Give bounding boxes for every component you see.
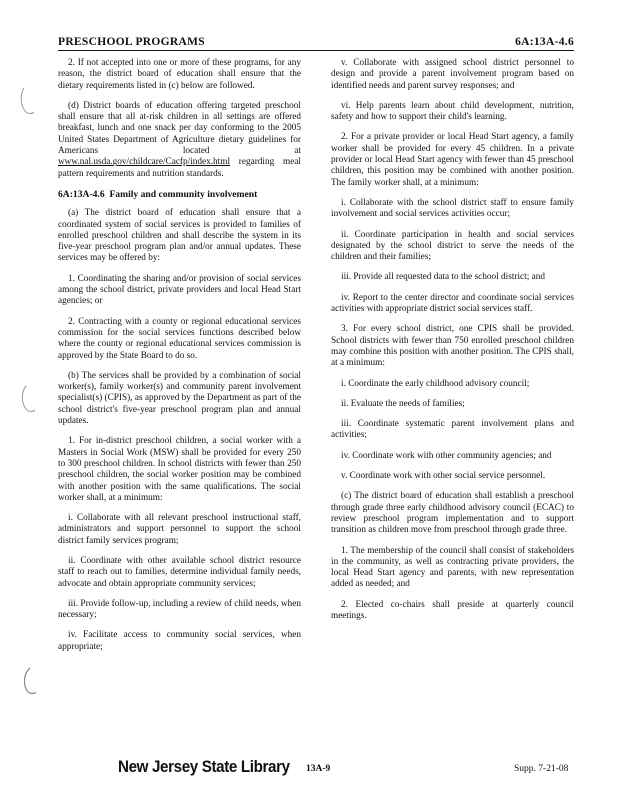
paragraph: ii. Coordinate with other available school district resource staff to reach out to families, determine individual family needs, advocate and obtain appropriate community services;	[58, 555, 301, 589]
section-number: 6A:13A-4.6	[58, 188, 105, 200]
paragraph: i. Collaborate with the school district staff to ensure family involvement and social services activities occur;	[331, 197, 574, 220]
paragraph: 2. Elected co-chairs shall preside at quarterly council meetings.	[331, 599, 574, 621]
paragraph: 1. The membership of the council shall consist of stakeholders in the community, as well as contracting private providers, the local Head Start agency and parents, with new representation added as needed; and	[331, 545, 574, 590]
library-stamp: New Jersey State Library	[118, 758, 290, 776]
header-section-title: PRESCHOOL PROGRAMS	[58, 36, 205, 48]
paragraph: v. Coordinate work with other social service personnel.	[341, 471, 546, 482]
paragraph: 2. If not accepted into one or more of these programs, for any reason, the district board of education shall ensure that the dietary requirements listed in (c) below are followed.	[58, 58, 301, 91]
paragraph: i. Collaborate with all relevant preschool instructional staff, administrators and support personnel to support the school district family services program;	[58, 513, 301, 546]
right-column	[331, 58, 574, 631]
paragraph: iii. Coordinate systematic parent involvement plans and activities;	[331, 419, 574, 441]
text: regarding meal pattern requirements and nutrition standards.	[58, 157, 301, 179]
left-column	[58, 58, 301, 662]
paragraph: (a) The district board of education shall ensure that a coordinated system of social services is provided to families of enrolled preschool children and shall describe the system in its five-year preschool program plan and/or annual updates. These services may be offered by:	[58, 208, 301, 264]
paragraph: (b) The services shall be provided by a combination of social worker(s), family worker(s) and community parent involvement specialist(s) (CPIS), as approved by the Department as part of the school district's five-year preschool program plan and annual updates.	[58, 370, 301, 427]
page-number: 13A-9	[306, 764, 331, 774]
paragraph: iii. Provide follow-up, including a review of child needs, when necessary;	[58, 598, 301, 621]
paragraph: ii. Coordinate participation in health and social services designated by the school district to serve the needs of the children and their families;	[331, 229, 574, 263]
paragraph: 2. For a private provider or local Head Start agency, a family worker shall be provided for every 45 children. In a private provider or local Head Start agency with fewer than 45 preschool children, this position may be combined with another position. The family worker shall, at a minimum:	[331, 132, 574, 188]
paragraph: (c) The district board of education shall establish a preschool through grade three early childhood advisory council (ECAC) to review preschool program implementation and to support transition as children move from preschool through grade three.	[331, 491, 574, 536]
binder-hole-mark	[18, 84, 44, 118]
page-footer	[0, 758, 618, 788]
running-header	[58, 36, 574, 51]
paragraph: vi. Help parents learn about child development, nutrition, safety and how to support their child's learning.	[331, 100, 574, 123]
paragraph: iv. Facilitate access to community social services, when appropriate;	[58, 630, 301, 652]
text: (d) District boards of education offering targeted preschool shall ensure that all at-risk children in all settings are offered breakfast, lunch and one snack per day conforming to the 2005 United States Department of Agriculture dietary guidelines for Americans located at	[58, 100, 301, 157]
binder-hole-mark	[18, 382, 44, 416]
paragraph: 1. For in-district preschool children, a social worker with a Masters in Social Work (MSW) shall be provided for every 250 to 300 preschool children. In school districts with fewer than 250 preschool children, the social worker position may be combined with another position with the same qualifications. The social worker shall, at a minimum:	[58, 436, 301, 503]
paragraph: iv. Report to the center director and coordinate social services activities with appropriate district social services staff.	[331, 292, 574, 315]
header-citation: 6A:13A-4.6	[515, 36, 574, 48]
section-heading	[58, 189, 301, 200]
binder-hole-mark	[18, 664, 44, 698]
paragraph: 1. Coordinating the sharing and/or provision of social services among the school district, private providers and local Head Start agencies; or	[58, 273, 301, 307]
paragraph-d	[58, 101, 301, 180]
paragraph: iii. Provide all requested data to the school district; and	[341, 272, 545, 283]
supplement-date: Supp. 7-21-08	[514, 764, 569, 774]
paragraph: iv. Coordinate work with other community agencies; and	[341, 450, 552, 461]
paragraph: 2. Contracting with a county or regional educational services commission for the social services functions described below where the county or regional educational services commission is approved by the State Board to do so.	[58, 316, 301, 361]
section-title: Family and community involvement	[109, 188, 258, 200]
paragraph: i. Coordinate the early childhood advisory council;	[341, 378, 530, 389]
usda-link[interactable]: www.nal.usda.gov/childcare/Cacfp/index.html	[58, 157, 231, 168]
paragraph: ii. Evaluate the needs of families;	[341, 398, 465, 409]
paragraph: v. Collaborate with assigned school district personnel to design and provide a parent involvement program based on identified needs and parent survey responses; and	[331, 58, 574, 91]
paragraph: 3. For every school district, one CPIS shall be provided. School districts with fewer than 750 enrolled preschool children may combine this position with another position. The CPIS shall, at a minimum:	[331, 324, 574, 369]
